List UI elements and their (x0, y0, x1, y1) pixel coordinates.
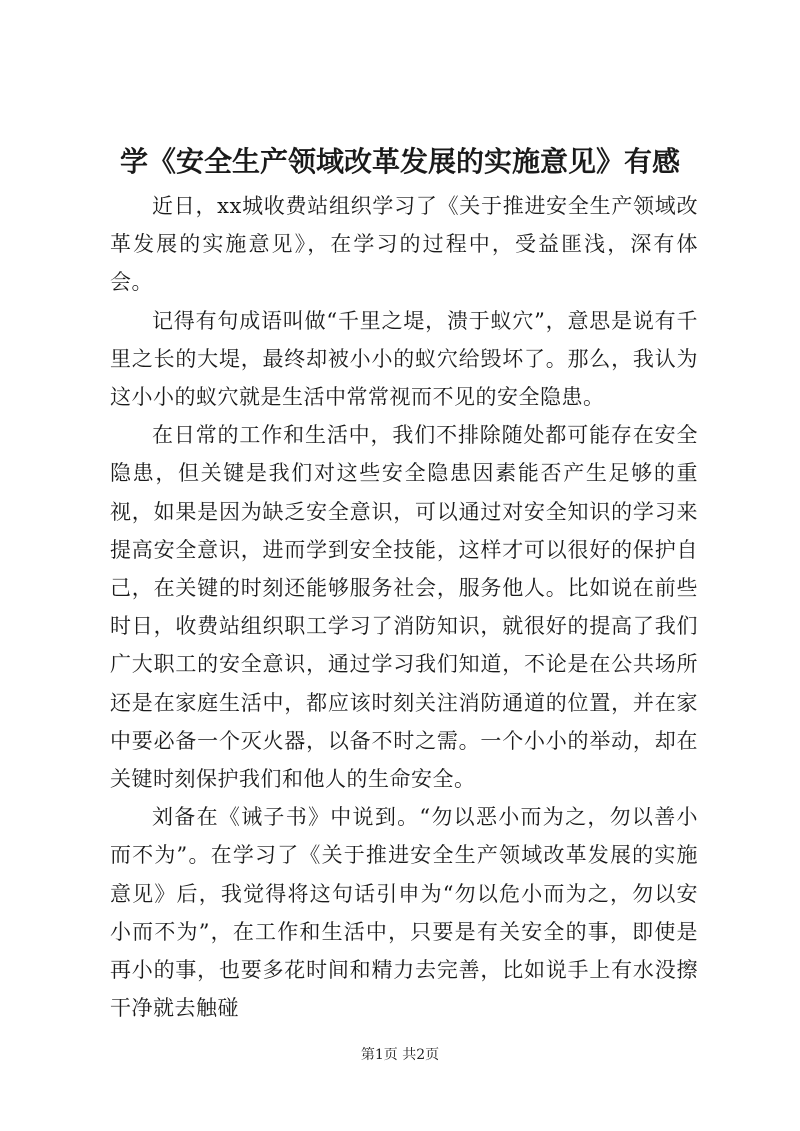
paragraph-3: 在日常的工作和生活中，我们不排除随处都可能存在安全隐患，但关键是我们对这些安全隐患因素能否产生足够的重视，如果是因为缺乏安全意识，可以通过对安全知识的学习来提高安全意识，进而学到安全技能，这样才可以很好的保护自己，在关键的时刻还能够服务社会，服务他人。比如说在前些时日，收费站组织职工学习了消防知识，就很好的提高了我们广大职工的安全意识，通过学习我们知道，不论是在公共场所还是在家庭生活中，都应该时刻关注消防通道的位置，并在家中要必备一个灭火器，以备不时之需。一个小小的举动，却在关键时刻保护我们和他人的生命安全。 (110, 423, 698, 792)
paragraph-4: 刘备在《诫子书》中说到。“勿以恶小而为之，勿以善小而不为”。在学习了《关于推进安全生产领域改革发展的实施意见》后，我觉得将这句话引申为“勿以危小而为之，勿以安小而不为”，在工作和生活中，只要是有关安全的事，即使是再小的事，也要多花时间和精力去完善，比如说手上有水没擦干净就去触碰 (110, 805, 698, 1021)
page-footer: 第1页 共2页 (360, 1047, 440, 1063)
document-body (110, 187, 698, 1027)
document-title: 学《安全生产领域改革发展的实施意见》有感 (119, 145, 680, 178)
paragraph-2: 记得有句成语叫做“千里之堤，溃于蚁穴”，意思是说有千里之长的大堤，最终却被小小的蚁穴给毁坏了。那么，我认为这小小的蚁穴就是生活中常常视而不见的安全隐患。 (110, 308, 698, 410)
paragraph-1: 近日，xx城收费站组织学习了《关于推进安全生产领域改革发展的实施意见》，在学习的过程中，受益匪浅，深有体会。 (110, 194, 698, 295)
